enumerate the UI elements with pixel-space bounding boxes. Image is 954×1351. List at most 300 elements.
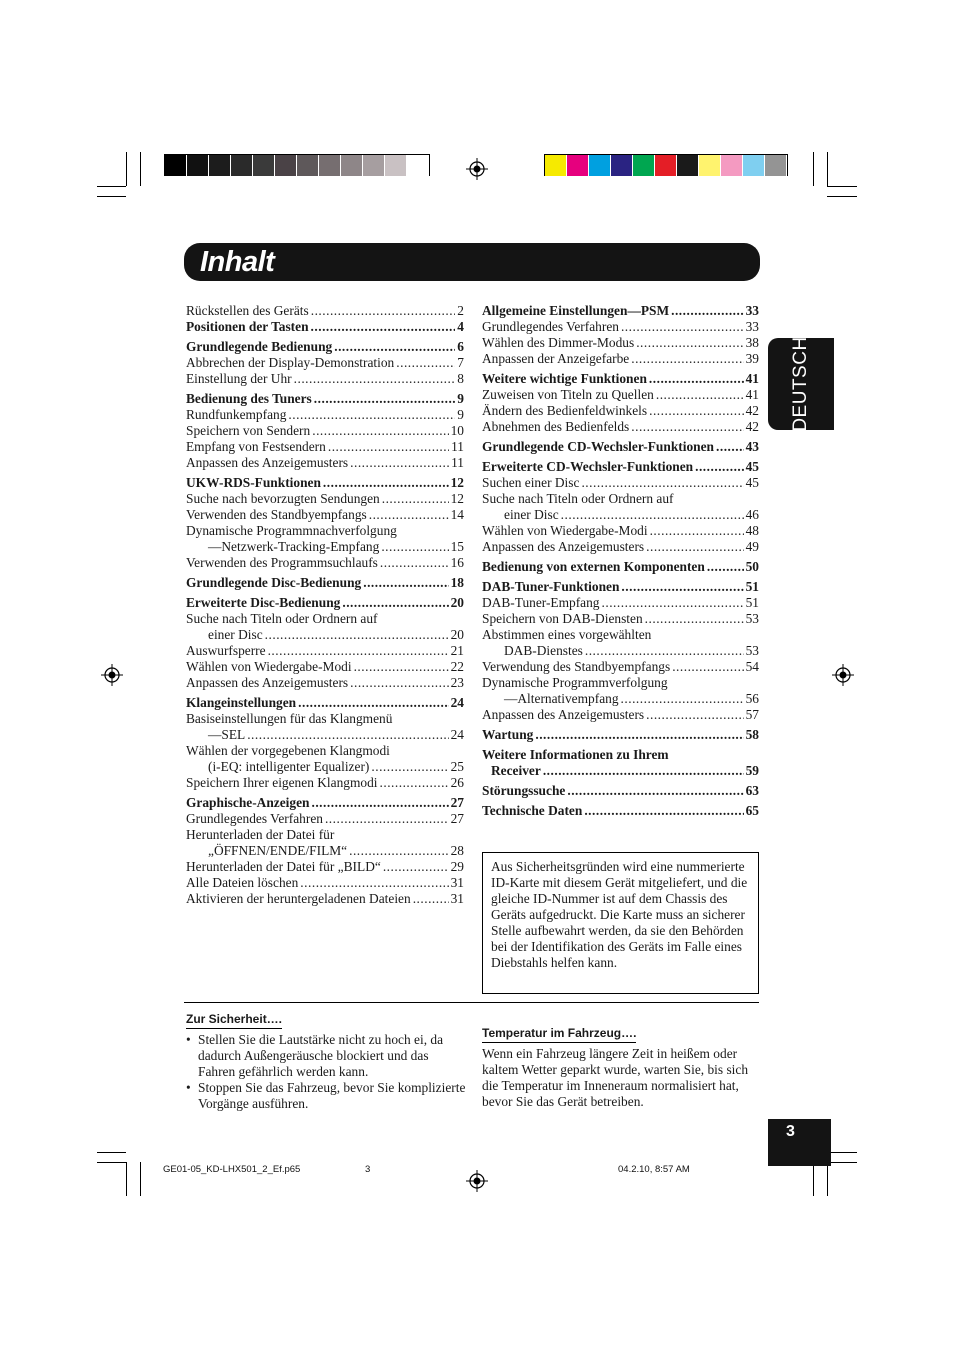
crop-mark (140, 1162, 141, 1196)
color-swatch (385, 155, 407, 176)
toc-entry[interactable] (186, 423, 464, 439)
toc-entry[interactable] (186, 891, 464, 907)
toc-entry[interactable] (482, 403, 759, 419)
toc-entry-title: Anpassen des Anzeigemusters (186, 675, 349, 690)
list-item: • Stellen Sie die Lautstärke nicht zu hoch ei, da dadurch Außengeräusche blockiert und das Fahren gefährlich werden kann. (186, 1032, 466, 1080)
toc-entry[interactable] (186, 355, 464, 371)
crop-mark (97, 1162, 126, 1163)
toc-leader-dots (584, 803, 743, 819)
toc-entry[interactable] (482, 595, 759, 611)
toc-entry-title: DAB-Dienstes (504, 643, 583, 658)
toc-entry-title: Verwendung des Standbyempfangs (482, 659, 671, 674)
registration-mark-icon (466, 158, 488, 180)
toc-page-number: 16 (450, 555, 464, 570)
toc-entry[interactable] (186, 539, 464, 555)
toc-leader-dots (311, 303, 456, 319)
toc-leader-dots (396, 355, 455, 371)
color-swatch (567, 155, 589, 176)
temperature-text: Wenn ein Fahrzeug längere Zeit in heißem oder kaltem Wetter geparkt wurde, warten Sie, bis sich die Temperatur im Inneneraum normalisiert hat, bevor Sie das Gerät betreiben. (482, 1046, 749, 1109)
toc-entry[interactable] (186, 339, 464, 355)
toc-leader-dots (311, 319, 456, 335)
color-swatch (231, 155, 253, 176)
toc-page-number: 42 (745, 403, 759, 418)
toc-leader-dots (636, 335, 743, 351)
toc-page-number: 45 (745, 475, 759, 490)
toc-entry[interactable] (482, 371, 759, 387)
toc-page-number: 20 (450, 627, 464, 642)
toc-entry[interactable] (186, 595, 464, 611)
safety-heading: Zur Sicherheit…. (186, 1012, 282, 1029)
color-swatch (319, 155, 341, 176)
toc-entry-text: Suche nach Titeln oder Ordnern auf (186, 611, 378, 626)
page-number: 3 (786, 1123, 795, 1140)
toc-entry-title: Wählen von Wiedergabe-Modi (482, 523, 648, 538)
toc-leader-dots (288, 407, 455, 423)
toc-page-number: 22 (450, 659, 464, 674)
toc-entry-title: einer Disc (504, 507, 559, 522)
toc-entry-title: Grundlegende Disc-Bedienung (186, 575, 362, 590)
color-swatch (341, 155, 363, 176)
toc-entry-title: Grundlegendes Verfahren (482, 319, 619, 334)
toc-leader-dots (656, 387, 744, 403)
toc-leader-dots (342, 595, 448, 611)
toc-leader-dots (268, 643, 449, 659)
toc-entry[interactable] (482, 439, 759, 455)
toc-page-number: 12 (450, 491, 464, 506)
toc-left-column (186, 303, 464, 907)
toc-entry[interactable] (186, 475, 464, 491)
toc-entry[interactable] (186, 695, 464, 711)
color-swatch (611, 155, 633, 176)
color-swatch (209, 155, 231, 176)
toc-page-number: 50 (745, 559, 759, 574)
toc-entry-title: Grundlegende CD-Wechsler-Funktionen (482, 439, 714, 454)
toc-entry-title: Graphische-Anzeigen (186, 795, 310, 810)
toc-page-number: 51 (745, 595, 759, 610)
toc-page-number: 53 (745, 611, 759, 626)
toc-page-number: 7 (457, 355, 464, 370)
toc-page-number: 24 (450, 727, 464, 742)
toc-entry-title: Erweiterte Disc-Bedienung (186, 595, 341, 610)
toc-page-number: 38 (745, 335, 759, 350)
crop-mark (827, 186, 857, 187)
toc-page-number: 58 (745, 727, 759, 742)
toc-page-number: 4 (457, 319, 464, 334)
toc-page-number: 8 (457, 371, 464, 386)
toc-entry[interactable] (482, 335, 759, 351)
footer-file: GE01-05_KD-LHX501_2_Ef.p65 (163, 1164, 301, 1175)
toc-entry-title: Aktivieren der heruntergeladenen Dateien (186, 891, 411, 906)
toc-leader-dots (535, 727, 743, 743)
toc-page-number: 41 (745, 387, 759, 402)
toc-leader-dots (645, 611, 744, 627)
list-item: • Stoppen Sie das Fahrzeug, bevor Sie komplizierte Vorgänge ausführen. (186, 1080, 466, 1112)
toc-entry-title: Technische Daten (482, 803, 583, 818)
toc-leader-dots (314, 391, 456, 407)
toc-entry[interactable] (186, 727, 464, 743)
toc-entry[interactable] (482, 643, 759, 659)
toc-page-number: 11 (451, 455, 464, 470)
color-swatch (677, 155, 699, 176)
toc-page-number: 2 (457, 303, 464, 318)
toc-page-number: 27 (450, 811, 464, 826)
toc-entry[interactable] (186, 675, 464, 691)
toc-entry-title: UKW-RDS-Funktionen (186, 475, 321, 490)
color-swatch (297, 155, 319, 176)
toc-leader-dots (354, 659, 449, 675)
toc-entry-title: DAB-Tuner-Empfang (482, 595, 600, 610)
toc-leader-dots (349, 843, 449, 859)
toc-entry-title: Einstellung der Uhr (186, 371, 292, 386)
toc-leader-dots (312, 423, 448, 439)
toc-entry[interactable] (186, 391, 464, 407)
toc-leader-dots (695, 459, 744, 475)
toc-entry-title: Speichern von Sendern (186, 423, 311, 438)
toc-leader-dots (323, 475, 449, 491)
toc-entry[interactable] (186, 319, 464, 335)
toc-entry-title: Rundfunkempfang (186, 407, 287, 422)
toc-leader-dots (585, 643, 744, 659)
color-swatch (275, 155, 297, 176)
toc-page-number: 56 (745, 691, 759, 706)
toc-leader-dots (383, 859, 449, 875)
toc-entry[interactable] (186, 795, 464, 811)
crop-mark (126, 152, 127, 186)
toc-entry[interactable] (482, 559, 759, 575)
toc-entry[interactable] (186, 371, 464, 387)
toc-entry-title: —Alternativempfang (504, 691, 619, 706)
toc-leader-dots (381, 539, 448, 555)
toc-page-number: 51 (745, 579, 759, 594)
toc-leader-dots (581, 475, 743, 491)
toc-entry[interactable] (186, 491, 464, 507)
safety-list (186, 1032, 466, 1112)
toc-page-number: 31 (450, 875, 464, 890)
toc-entry[interactable] (482, 611, 759, 627)
toc-entry[interactable] (482, 763, 759, 779)
toc-entry-text: Abstimmen eines vorgewählten (482, 627, 652, 642)
color-swatch (721, 155, 743, 176)
divider (184, 1002, 759, 1003)
toc-entry-title: Positionen der Tasten (186, 319, 309, 334)
crop-mark (827, 152, 828, 186)
toc-entry-title: Speichern von DAB-Diensten (482, 611, 643, 626)
toc-leader-dots (650, 523, 744, 539)
toc-page-number: 23 (450, 675, 464, 690)
toc-leader-dots (646, 539, 743, 555)
toc-page-number: 57 (745, 707, 759, 722)
toc-page-number: 25 (450, 759, 464, 774)
toc-page-number: 43 (745, 439, 759, 454)
toc-leader-dots (631, 351, 743, 367)
toc-page-number: 48 (745, 523, 759, 538)
toc-page-number: 28 (450, 843, 464, 858)
toc-leader-dots (631, 419, 743, 435)
toc-entry[interactable] (482, 303, 759, 319)
toc-entry-text: Herunterladen der Datei für (186, 827, 335, 842)
toc-entry-title: Auswurfsperre (186, 643, 266, 658)
toc-entry-text: Dynamische Programmnachverfolgung (186, 523, 397, 538)
toc-right-column (482, 303, 759, 819)
crop-mark (827, 1162, 857, 1163)
toc-page-number: 59 (745, 763, 759, 778)
toc-entry-title: Erweiterte CD-Wechsler-Funktionen (482, 459, 694, 474)
toc-leader-dots (649, 371, 744, 387)
toc-leader-dots (328, 439, 449, 455)
toc-entry-title: Wählen des Dimmer-Modus (482, 335, 635, 350)
toc-leader-dots (567, 783, 743, 799)
toc-leader-dots (382, 491, 449, 507)
toc-entry[interactable] (186, 643, 464, 659)
toc-entry[interactable] (186, 555, 464, 571)
toc-entry-title: Bedienung von externen Komponenten (482, 559, 705, 574)
toc-page-number: 63 (745, 783, 759, 798)
toc-leader-dots (298, 695, 448, 711)
footer-date: 04.2.10, 8:57 AM (618, 1164, 690, 1175)
toc-page-number: 26 (450, 775, 464, 790)
toc-entry-title: Suche nach bevorzugten Sendungen (186, 491, 380, 506)
toc-leader-dots (561, 507, 744, 523)
toc-entry-title: Grundlegendes Verfahren (186, 811, 323, 826)
notice-text: Aus Sicherheitsgründen wird eine nummerierte ID-Karte mit diesem Gerät mitgeliefert, und die gleiche ID-Nummer ist auf dem Chassis des Geräts aufgedruckt. Die Karte muss an sicherer Stelle aufbewahrt werden, da sie den Behörden bei der Identifikation des Geräts im Falle eines Diebstahls helfen kann. (491, 859, 748, 970)
toc-entry[interactable] (186, 627, 464, 643)
language-tab-label: DEUTSCH (790, 336, 811, 432)
toc-entry[interactable] (186, 759, 464, 775)
toc-page-number: 33 (745, 303, 759, 318)
toc-entry-title: Bedienung des Tuners (186, 391, 312, 406)
toc-leader-dots (311, 795, 448, 811)
toc-page-number: 33 (745, 319, 759, 334)
toc-entry-title: —SEL (208, 727, 246, 742)
page-title: Inhalt (200, 246, 275, 278)
toc-entry-text: Suche nach Titeln oder Ordnern auf (482, 491, 674, 506)
toc-page-number: 53 (745, 643, 759, 658)
toc-entry-title: Abbrechen der Display-Demonstration (186, 355, 395, 370)
toc-page-number: 29 (450, 859, 464, 874)
color-swatch (253, 155, 275, 176)
toc-leader-dots (671, 303, 744, 319)
toc-page-number: 31 (450, 891, 464, 906)
toc-entry-title: —Netzwerk-Tracking-Empfang (208, 539, 380, 554)
toc-page-number: 27 (450, 795, 464, 810)
toc-leader-dots (621, 319, 744, 335)
toc-leader-dots (334, 339, 455, 355)
toc-leader-dots (247, 727, 448, 743)
toc-leader-dots (646, 707, 743, 723)
toc-entry[interactable] (186, 507, 464, 523)
toc-entry-title: „ÖFFNEN/ENDE/FILM“ (208, 843, 348, 858)
title-band (184, 243, 760, 281)
toc-page-number: 6 (457, 339, 464, 354)
footer-page: 3 (365, 1164, 371, 1175)
toc-page-number: 46 (745, 507, 759, 522)
toc-entry[interactable] (482, 691, 759, 707)
registration-mark-icon (101, 664, 123, 686)
toc-entry-title: Anpassen des Anzeigemusters (482, 539, 645, 554)
toc-entry-text: Dynamische Programmverfolgung (482, 675, 668, 690)
toc-leader-dots (649, 403, 744, 419)
toc-entry-title: (i-EQ: intelligenter Equalizer) (208, 759, 370, 774)
toc-entry-text: Wählen der vorgegebenen Klangmodi (186, 743, 390, 758)
crop-mark (126, 1162, 127, 1196)
toc-entry-title: Wartung (482, 727, 534, 742)
toc-leader-dots (325, 811, 449, 827)
toc-entry[interactable] (186, 455, 464, 471)
color-swatch (743, 155, 765, 176)
toc-leader-dots (380, 555, 449, 571)
toc-entry[interactable] (482, 783, 759, 799)
toc-entry-title: Zuweisen von Titeln zu Quellen (482, 387, 654, 402)
toc-entry-title: Ändern des Bedienfeldwinkels (482, 403, 648, 418)
crop-mark (97, 186, 126, 187)
toc-entry[interactable] (186, 439, 464, 455)
toc-entry[interactable] (186, 407, 464, 423)
toc-page-number: 20 (450, 595, 464, 610)
toc-entry-title: Weitere wichtige Funktionen (482, 371, 647, 386)
toc-entry[interactable] (186, 303, 464, 319)
toc-page-number: 21 (450, 643, 464, 658)
toc-page-number: 45 (745, 459, 759, 474)
toc-leader-dots (300, 875, 448, 891)
toc-entry-title: Grundlegende Bedienung (186, 339, 333, 354)
toc-page-number: 15 (450, 539, 464, 554)
toc-entry[interactable] (482, 707, 759, 723)
toc-leader-dots (672, 659, 743, 675)
toc-entry-title: Suchen einer Disc (482, 475, 580, 490)
toc-page-number: 41 (745, 371, 759, 386)
toc-entry[interactable] (482, 387, 759, 403)
color-swatch (765, 155, 787, 176)
crop-mark (827, 1152, 857, 1153)
toc-leader-dots (350, 675, 448, 691)
toc-entry-title: Speichern Ihrer eigenen Klangmodi (186, 775, 378, 790)
toc-page-number: 49 (745, 539, 759, 554)
toc-page-number: 11 (451, 439, 464, 454)
crop-mark (813, 152, 814, 186)
id-card-notice (482, 852, 759, 994)
toc-page-number: 65 (745, 803, 759, 818)
toc-entry-text: Weitere Informationen zu Ihrem (482, 747, 669, 762)
color-swatch (589, 155, 611, 176)
registration-mark-icon (466, 1170, 488, 1192)
toc-entry[interactable] (482, 419, 759, 435)
toc-leader-dots (413, 891, 449, 907)
toc-leader-dots (294, 371, 456, 387)
toc-entry-title: Klangeinstellungen (186, 695, 297, 710)
toc-leader-dots (350, 455, 449, 471)
toc-page-number: 24 (450, 695, 464, 710)
toc-page-number: 18 (450, 575, 464, 590)
registration-mark-icon (832, 664, 854, 686)
crop-mark (813, 1162, 814, 1196)
toc-entry[interactable] (482, 523, 759, 539)
toc-page-number: 54 (745, 659, 759, 674)
toc-entry[interactable] (186, 811, 464, 827)
color-swatch (633, 155, 655, 176)
toc-entry-title: Störungssuche (482, 783, 566, 798)
color-swatch (407, 155, 429, 176)
toc-entry[interactable] (482, 659, 759, 675)
crop-mark (140, 152, 141, 186)
toc-entry[interactable] (482, 539, 759, 555)
color-swatch (363, 155, 385, 176)
toc-entry[interactable] (482, 803, 759, 819)
toc-page-number: 9 (457, 407, 464, 422)
toc-page-number: 42 (745, 419, 759, 434)
toc-entry-title: einer Disc (208, 627, 263, 642)
toc-entry[interactable] (482, 727, 759, 743)
toc-page-number: 10 (450, 423, 464, 438)
temperature-heading: Temperatur im Fahrzeug…. (482, 1026, 636, 1043)
toc-leader-dots (380, 775, 449, 791)
toc-entry-title: Verwenden des Programmsuchlaufs (186, 555, 378, 570)
toc-page-number: 12 (450, 475, 464, 490)
toc-entry[interactable] (186, 775, 464, 791)
crop-mark (827, 1162, 828, 1196)
toc-entry-title: Anpassen des Anzeigemusters (186, 455, 349, 470)
toc-leader-dots (369, 507, 449, 523)
toc-entry-title: Anpassen der Anzeigefarbe (482, 351, 630, 366)
toc-entry[interactable] (186, 859, 464, 875)
toc-leader-dots (621, 579, 743, 595)
toc-leader-dots (716, 439, 744, 455)
crop-mark (827, 196, 857, 197)
toc-entry[interactable] (186, 843, 464, 859)
toc-entry[interactable] (186, 875, 464, 891)
toc-entry-title: Alle Dateien löschen (186, 875, 299, 890)
toc-entry[interactable] (482, 459, 759, 475)
toc-page-number: 14 (450, 507, 464, 522)
toc-entry[interactable] (482, 507, 759, 523)
toc-entry-title: Abnehmen des Bedienfelds (482, 419, 630, 434)
toc-leader-dots (371, 759, 448, 775)
toc-leader-dots (621, 691, 744, 707)
gray-scale-bar (164, 154, 430, 176)
toc-page-number: 39 (745, 351, 759, 366)
toc-entry-title: Empfang von Festsendern (186, 439, 326, 454)
toc-entry[interactable] (186, 575, 464, 591)
toc-entry-text: Basiseinstellungen für das Klangmenü (186, 711, 393, 726)
color-bar (544, 154, 788, 176)
toc-entry[interactable] (186, 659, 464, 675)
toc-entry-title: Anpassen des Anzeigemusters (482, 707, 645, 722)
language-tab (768, 338, 834, 430)
toc-entry-title: DAB-Tuner-Funktionen (482, 579, 620, 594)
toc-entry-title: Rückstellen des Geräts (186, 303, 309, 318)
toc-leader-dots (265, 627, 449, 643)
toc-entry-title: Wählen von Wiedergabe-Modi (186, 659, 352, 674)
toc-page-number: 9 (457, 391, 464, 406)
toc-entry[interactable] (482, 579, 759, 595)
page-number-box (768, 1119, 831, 1166)
toc-leader-dots (707, 559, 744, 575)
crop-mark (97, 1152, 126, 1153)
crop-mark (97, 196, 126, 197)
toc-entry-title: Verwenden des Standbyempfangs (186, 507, 367, 522)
toc-leader-dots (543, 763, 744, 779)
toc-entry[interactable] (482, 475, 759, 491)
toc-entry-title: Herunterladen der Datei für „BILD“ (186, 859, 381, 874)
color-swatch (545, 155, 567, 176)
toc-entry[interactable] (482, 351, 759, 367)
toc-entry[interactable] (482, 319, 759, 335)
toc-entry-title: Allgemeine Einstellungen—PSM (482, 303, 670, 318)
toc-leader-dots (602, 595, 744, 611)
color-swatch (187, 155, 209, 176)
color-swatch (165, 155, 187, 176)
color-swatch (699, 155, 721, 176)
toc-entry-title: Receiver (491, 763, 541, 778)
